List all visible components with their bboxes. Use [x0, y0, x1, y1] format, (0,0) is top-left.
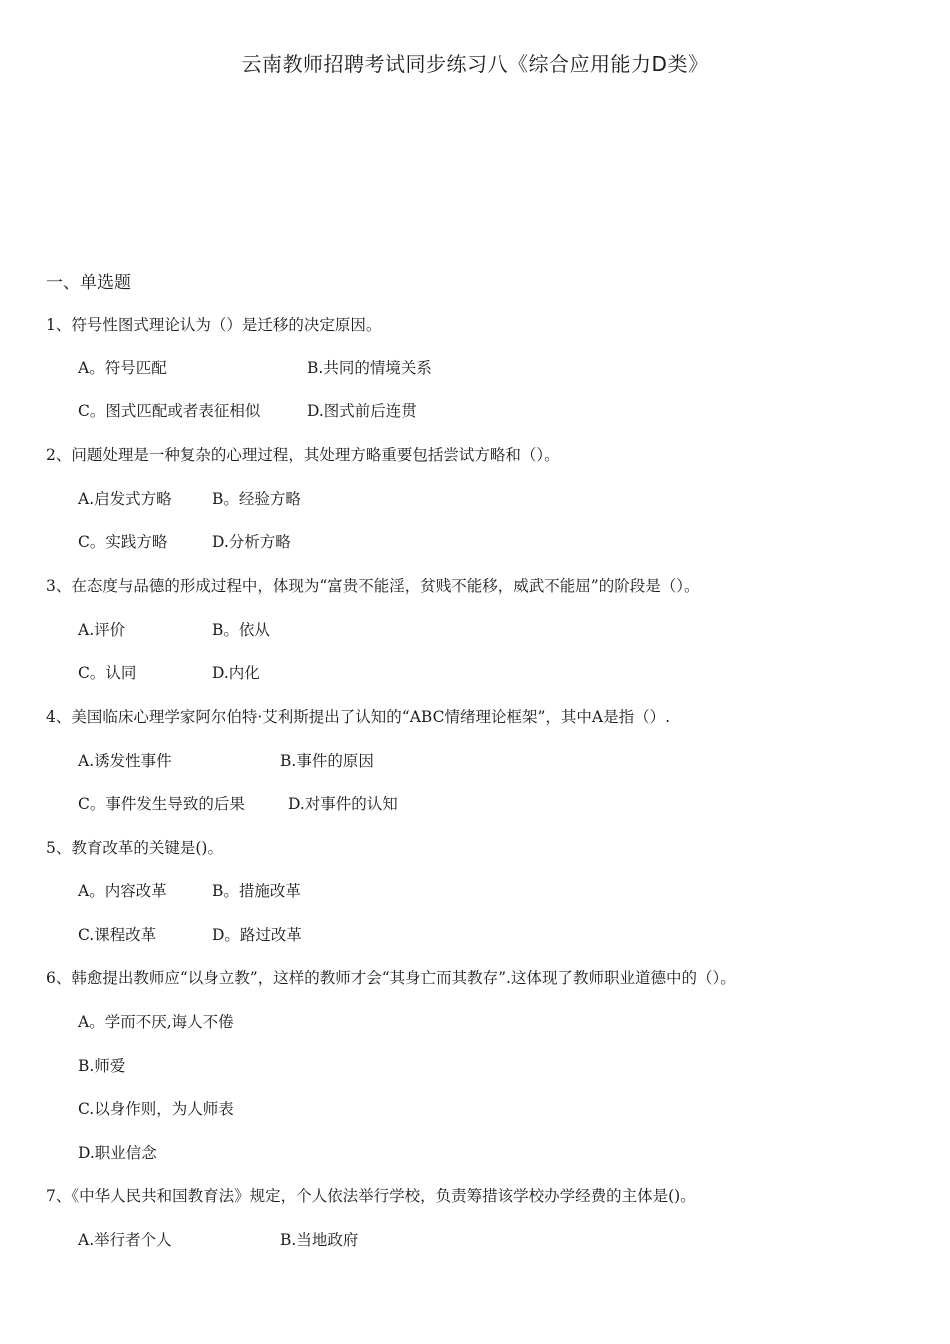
option-c: C。事件发生导致的后果 — [78, 795, 245, 813]
option-c: C.课程改革 — [78, 926, 157, 944]
option-a: A。学而不厌,诲人不倦 — [78, 1013, 234, 1031]
option-d: D.对事件的认知 — [288, 795, 398, 813]
option-c: C。图式匹配或者表征相似 — [78, 402, 261, 420]
option-a: A.评价 — [78, 621, 126, 639]
section-heading: 一、单选题 — [46, 273, 131, 293]
option-b: B。依从 — [212, 621, 270, 639]
option-d: D.职业信念 — [78, 1144, 157, 1162]
question-stem: 1、符号性图式理论认为（）是迁移的决定原因。 — [46, 316, 382, 334]
option-b: B.共同的情境关系 — [307, 359, 432, 377]
question-stem: 5、教育改革的关键是()。 — [46, 839, 223, 857]
option-a: A。符号匹配 — [78, 359, 167, 377]
option-c: C.以身作则，为人师表 — [78, 1100, 234, 1118]
question-stem: 2、问题处理是一种复杂的心理过程，其处理方略重要包括尝试方略和（）。 — [46, 446, 560, 464]
option-b: B。经验方略 — [212, 490, 301, 508]
document-title: 云南教师招聘考试同步练习八《综合应用能力D类》 — [241, 52, 709, 76]
option-d: D.内化 — [212, 664, 260, 682]
option-b: B。措施改革 — [212, 882, 301, 900]
option-a: A.诱发性事件 — [78, 752, 172, 770]
question-stem: 6、韩愈提出教师应“以身立教”，这样的教师才会“其身亡而其教存”.这体现了教师职业道德中的（）。 — [46, 969, 736, 987]
question-stem: 3、在态度与品德的形成过程中，体现为“富贵不能淫，贫贱不能移，威武不能屈”的阶段是（）。 — [46, 577, 700, 595]
option-b: B.事件的原因 — [280, 752, 374, 770]
option-d: D。路过改革 — [212, 926, 302, 944]
option-d: D.图式前后连贯 — [307, 402, 417, 420]
option-c: C。实践方略 — [78, 533, 168, 551]
option-a: A.启发式方略 — [78, 490, 172, 508]
option-a: A。内容改革 — [78, 882, 167, 900]
question-stem: 7、《中华人民共和国教育法》规定，个人依法举行学校，负责筹措该学校办学经费的主体是()。 — [46, 1187, 696, 1205]
option-b: B.师爱 — [78, 1057, 126, 1075]
option-d: D.分析方略 — [212, 533, 291, 551]
option-c: C。认同 — [78, 664, 137, 682]
option-b: B.当地政府 — [280, 1231, 359, 1249]
option-a: A.举行者个人 — [78, 1231, 172, 1249]
question-stem: 4、美国临床心理学家阿尔伯特·艾利斯提出了认知的“ABC情绪理论框架”，其中A是指（）. — [46, 708, 670, 726]
